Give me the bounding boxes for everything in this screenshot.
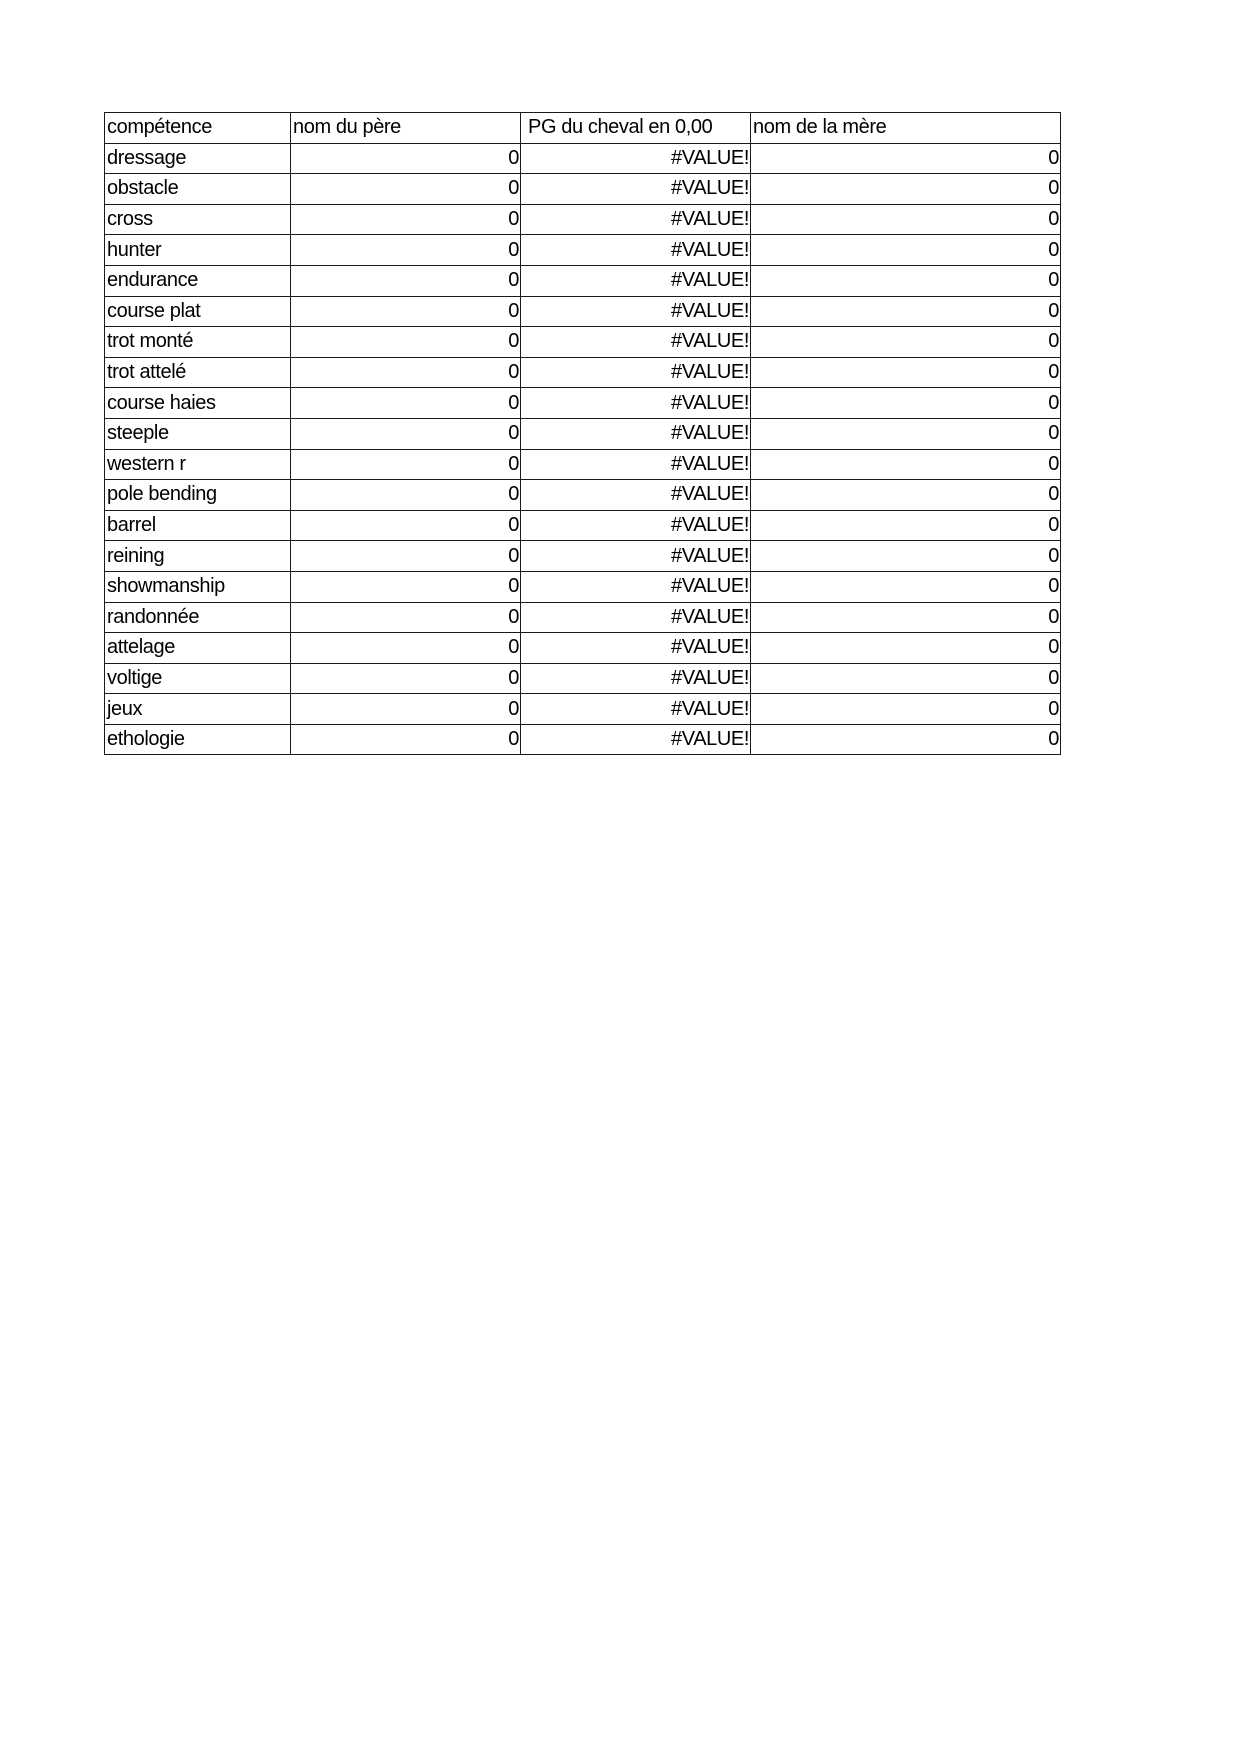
cell-pg-du-cheval: #VALUE! (521, 265, 751, 296)
table-row (105, 235, 1061, 266)
cell-nom-de-la-mere: 0 (751, 724, 1061, 755)
cell-nom-de-la-mere: 0 (751, 327, 1061, 358)
table-row (105, 510, 1061, 541)
cell-pg-du-cheval: #VALUE! (521, 571, 751, 602)
cell-nom-du-pere: 0 (291, 418, 521, 449)
cell-competence: pole bending (105, 480, 291, 511)
cell-pg-du-cheval: #VALUE! (521, 449, 751, 480)
table-row (105, 724, 1061, 755)
cell-competence: endurance (105, 265, 291, 296)
cell-competence: trot attelé (105, 357, 291, 388)
cell-nom-de-la-mere: 0 (751, 388, 1061, 419)
cell-competence: western r (105, 449, 291, 480)
cell-pg-du-cheval: #VALUE! (521, 663, 751, 694)
cell-nom-du-pere: 0 (291, 510, 521, 541)
cell-pg-du-cheval: #VALUE! (521, 510, 751, 541)
cell-nom-de-la-mere: 0 (751, 449, 1061, 480)
cell-pg-du-cheval: #VALUE! (521, 357, 751, 388)
table-row (105, 204, 1061, 235)
cell-competence: showmanship (105, 571, 291, 602)
cell-nom-de-la-mere: 0 (751, 143, 1061, 174)
cell-nom-du-pere: 0 (291, 327, 521, 358)
cell-nom-de-la-mere: 0 (751, 480, 1061, 511)
cell-nom-du-pere: 0 (291, 174, 521, 205)
cell-competence: ethologie (105, 724, 291, 755)
table-row (105, 633, 1061, 664)
header-row (105, 113, 1061, 144)
header-nom-de-la-mere: nom de la mère (751, 113, 1061, 144)
cell-nom-du-pere: 0 (291, 602, 521, 633)
cell-nom-de-la-mere: 0 (751, 418, 1061, 449)
cell-pg-du-cheval: #VALUE! (521, 480, 751, 511)
cell-nom-de-la-mere: 0 (751, 602, 1061, 633)
table-row (105, 143, 1061, 174)
table-row (105, 571, 1061, 602)
cell-nom-de-la-mere: 0 (751, 633, 1061, 664)
cell-competence: attelage (105, 633, 291, 664)
table-row (105, 327, 1061, 358)
cell-nom-du-pere: 0 (291, 571, 521, 602)
cell-pg-du-cheval: #VALUE! (521, 633, 751, 664)
cell-nom-du-pere: 0 (291, 235, 521, 266)
cell-nom-de-la-mere: 0 (751, 204, 1061, 235)
cell-nom-de-la-mere: 0 (751, 571, 1061, 602)
competence-table (104, 112, 1061, 755)
table-row (105, 663, 1061, 694)
cell-competence: reining (105, 541, 291, 572)
table-row (105, 418, 1061, 449)
cell-nom-du-pere: 0 (291, 694, 521, 725)
cell-nom-du-pere: 0 (291, 449, 521, 480)
cell-competence: barrel (105, 510, 291, 541)
cell-pg-du-cheval: #VALUE! (521, 388, 751, 419)
cell-competence: course plat (105, 296, 291, 327)
cell-nom-du-pere: 0 (291, 357, 521, 388)
cell-nom-du-pere: 0 (291, 204, 521, 235)
cell-nom-du-pere: 0 (291, 633, 521, 664)
cell-pg-du-cheval: #VALUE! (521, 724, 751, 755)
cell-competence: hunter (105, 235, 291, 266)
cell-nom-du-pere: 0 (291, 265, 521, 296)
table-row (105, 694, 1061, 725)
cell-nom-du-pere: 0 (291, 296, 521, 327)
cell-competence: course haies (105, 388, 291, 419)
cell-nom-du-pere: 0 (291, 724, 521, 755)
header-pg-du-cheval: PG du cheval en 0,00 (521, 113, 751, 144)
cell-competence: obstacle (105, 174, 291, 205)
cell-nom-du-pere: 0 (291, 663, 521, 694)
cell-nom-du-pere: 0 (291, 480, 521, 511)
cell-pg-du-cheval: #VALUE! (521, 204, 751, 235)
cell-nom-de-la-mere: 0 (751, 235, 1061, 266)
cell-nom-de-la-mere: 0 (751, 265, 1061, 296)
cell-competence: voltige (105, 663, 291, 694)
cell-nom-de-la-mere: 0 (751, 541, 1061, 572)
cell-competence: cross (105, 204, 291, 235)
cell-nom-de-la-mere: 0 (751, 357, 1061, 388)
cell-pg-du-cheval: #VALUE! (521, 296, 751, 327)
cell-nom-du-pere: 0 (291, 541, 521, 572)
cell-nom-de-la-mere: 0 (751, 510, 1061, 541)
table-row (105, 602, 1061, 633)
header-competence: compétence (105, 113, 291, 144)
cell-pg-du-cheval: #VALUE! (521, 541, 751, 572)
cell-nom-de-la-mere: 0 (751, 694, 1061, 725)
cell-nom-de-la-mere: 0 (751, 296, 1061, 327)
cell-nom-de-la-mere: 0 (751, 174, 1061, 205)
header-nom-du-pere: nom du père (291, 113, 521, 144)
cell-pg-du-cheval: #VALUE! (521, 602, 751, 633)
cell-pg-du-cheval: #VALUE! (521, 327, 751, 358)
table-row (105, 388, 1061, 419)
cell-nom-du-pere: 0 (291, 388, 521, 419)
cell-competence: jeux (105, 694, 291, 725)
cell-competence: randonnée (105, 602, 291, 633)
cell-nom-du-pere: 0 (291, 143, 521, 174)
table-row (105, 296, 1061, 327)
table-row (105, 174, 1061, 205)
cell-pg-du-cheval: #VALUE! (521, 418, 751, 449)
table-row (105, 541, 1061, 572)
cell-pg-du-cheval: #VALUE! (521, 174, 751, 205)
cell-competence: steeple (105, 418, 291, 449)
table-row (105, 265, 1061, 296)
cell-pg-du-cheval: #VALUE! (521, 235, 751, 266)
cell-pg-du-cheval: #VALUE! (521, 694, 751, 725)
cell-pg-du-cheval: #VALUE! (521, 143, 751, 174)
table-row (105, 480, 1061, 511)
cell-competence: dressage (105, 143, 291, 174)
cell-nom-de-la-mere: 0 (751, 663, 1061, 694)
cell-competence: trot monté (105, 327, 291, 358)
table-row (105, 357, 1061, 388)
table-row (105, 449, 1061, 480)
